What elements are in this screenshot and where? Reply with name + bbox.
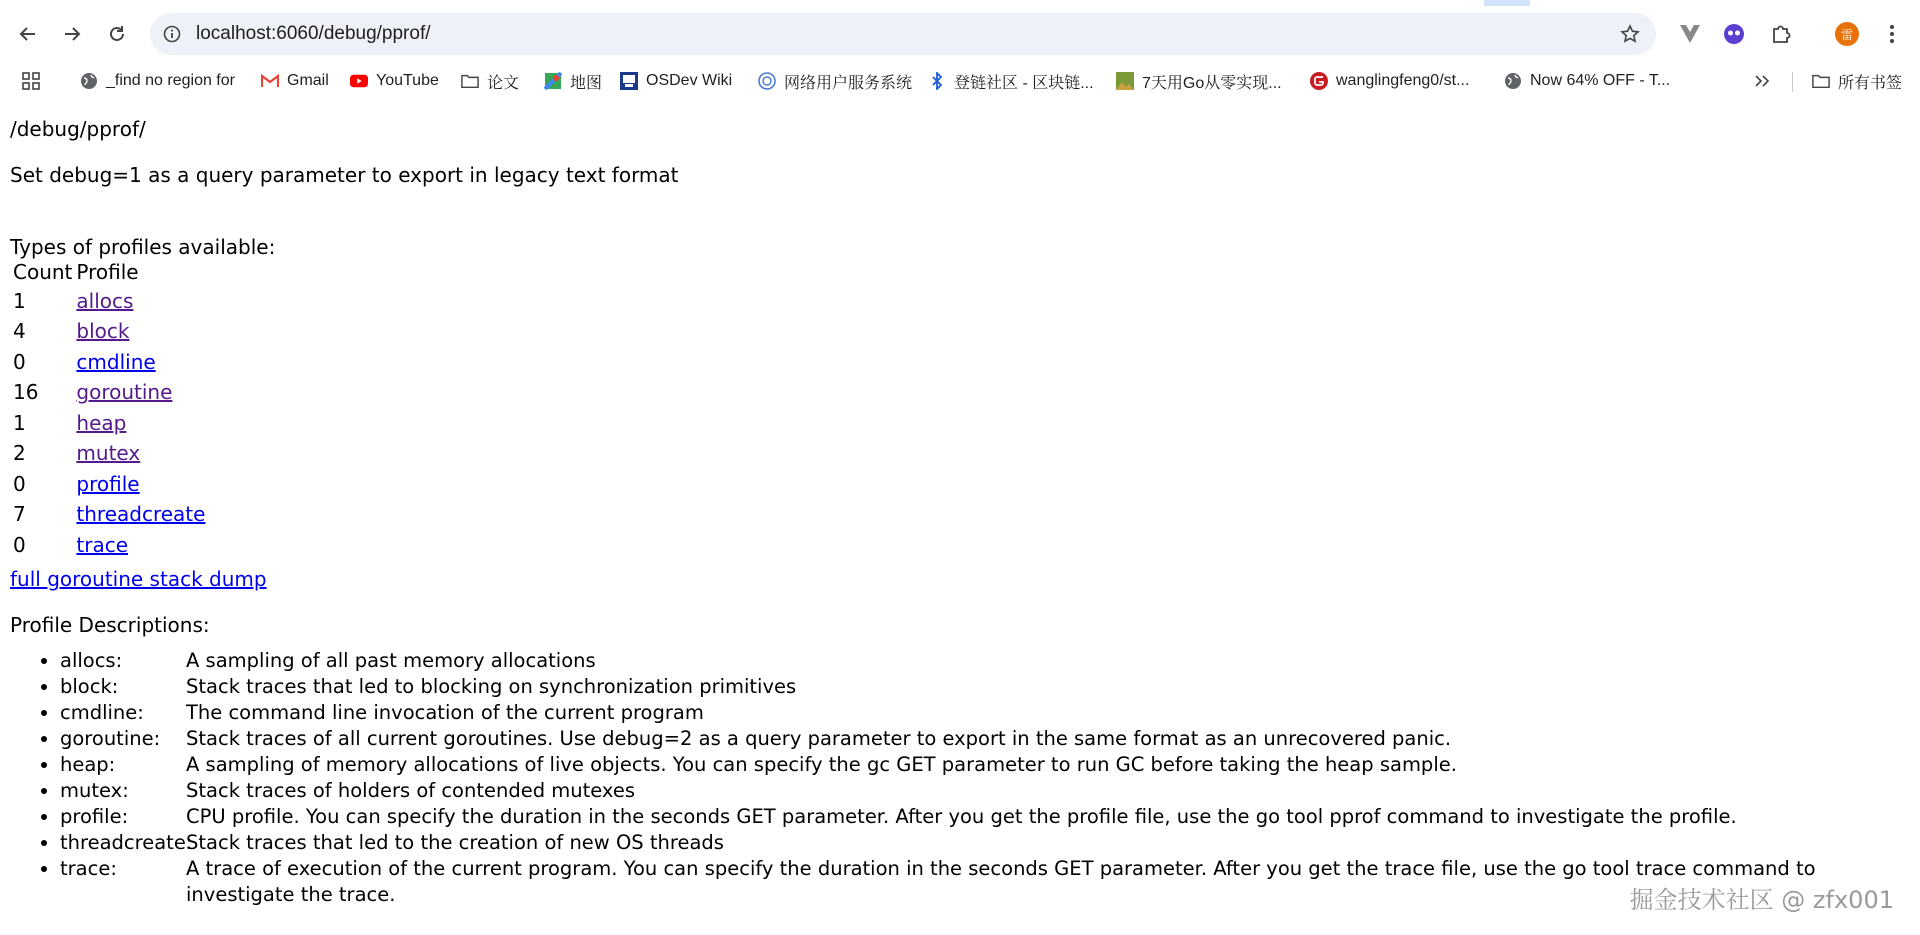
folder-icon	[461, 72, 479, 90]
bookmark-item[interactable]	[544, 70, 602, 92]
profile-link-goroutine[interactable]: goroutine	[76, 380, 173, 405]
table-row	[12, 500, 206, 531]
description-name: • block:	[60, 675, 119, 698]
description-text: Stack traces that led to the creation of new OS threads	[186, 831, 724, 854]
profile-link-trace[interactable]: trace	[76, 532, 129, 557]
list-item	[60, 700, 1900, 726]
bookmark-label: OSDev Wiki	[646, 72, 733, 89]
globe-icon	[1504, 72, 1522, 90]
bookmark-folder[interactable]	[461, 70, 519, 92]
table-row	[12, 286, 206, 317]
back-arrow-icon	[18, 24, 38, 44]
profile-link-profile[interactable]: profile	[76, 471, 140, 496]
forward-button[interactable]	[56, 18, 88, 50]
description-name: • heap:	[60, 753, 116, 776]
watermark: 掘金技术社区 @ zfx001	[1629, 886, 1894, 914]
page-title: /debug/pprof/	[10, 117, 146, 141]
extensions-puzzle-icon[interactable]	[1767, 20, 1795, 48]
description-text: Stack traces of holders of contended mutexes	[186, 779, 636, 802]
profile-count: 0	[13, 471, 26, 496]
vue-extension-icon[interactable]	[1676, 20, 1704, 48]
table-row	[12, 530, 206, 561]
site-info-icon[interactable]	[160, 22, 184, 46]
profile-link-mutex[interactable]: mutex	[76, 441, 141, 466]
profile-link-cmdline[interactable]: cmdline	[76, 349, 156, 374]
more-bookmarks-chevron-icon[interactable]	[1754, 70, 1770, 92]
description-name: • trace:	[60, 857, 117, 880]
table-row	[12, 347, 206, 378]
bookmark-item[interactable]	[620, 70, 732, 92]
description-name: • profile:	[60, 805, 129, 828]
table-row	[12, 469, 206, 500]
bookmark-item[interactable]	[261, 70, 329, 92]
bookmark-label: _find no region for	[106, 72, 235, 89]
profiles-table	[10, 258, 208, 561]
profile-count: 1	[13, 288, 26, 313]
network-icon	[758, 72, 776, 90]
profile-count: 16	[13, 380, 39, 405]
bookmark-label: 网络用户服务系统	[784, 74, 913, 92]
description-text: CPU profile. You can specify the duration in the seconds GET parameter. After you get the profile file, use the go tool pprof command to investigate the profile.	[186, 805, 1737, 828]
list-item	[60, 726, 1900, 752]
bookmarks-bar	[0, 62, 1920, 100]
profile-initial: 雷	[1835, 22, 1859, 46]
forward-arrow-icon	[62, 24, 82, 44]
description-name: • cmdline:	[60, 701, 144, 724]
description-text: A trace of execution of the current program. You can specify the duration in the seconds GET parameter. After you get the trace file, use the go tool trace command to investigate the trace.	[186, 857, 1816, 906]
description-name: • mutex:	[60, 779, 129, 802]
bookmark-item[interactable]	[928, 70, 1094, 92]
list-item	[60, 674, 1900, 700]
bookmark-item[interactable]	[350, 70, 439, 92]
description-name: • threadcreate:	[60, 831, 193, 854]
list-item	[60, 804, 1900, 830]
list-item	[60, 752, 1900, 778]
reload-icon	[107, 24, 127, 44]
bookmark-label: 论文	[487, 74, 520, 92]
osdev-icon	[620, 72, 638, 90]
profile-header: Profile	[76, 259, 139, 284]
legacy-format-hint: Set debug=1 as a query parameter to export in legacy text format	[10, 163, 679, 187]
profile-link-heap[interactable]: heap	[76, 410, 127, 435]
descriptions-list	[10, 648, 1900, 908]
apps-grid-icon[interactable]	[22, 70, 40, 92]
bookmark-label: 7天用Go从零实现...	[1142, 74, 1282, 92]
bookmark-label: Now 64% OFF - T...	[1530, 72, 1671, 89]
globe-icon	[80, 72, 98, 90]
descriptions-heading: Profile Descriptions:	[10, 613, 210, 637]
image-icon	[1116, 72, 1134, 90]
address-bar[interactable]	[150, 13, 1656, 55]
back-button[interactable]	[12, 18, 44, 50]
bookmark-label: YouTube	[376, 72, 439, 89]
bookmark-item[interactable]	[758, 70, 912, 92]
types-heading: Types of profiles available:	[10, 235, 276, 259]
browser-menu-icon[interactable]	[1878, 20, 1906, 48]
table-row	[12, 408, 206, 439]
list-item	[60, 830, 1900, 856]
table-row	[12, 439, 206, 470]
description-text: A sampling of memory allocations of live objects. You can specify the gc GET parameter to run GC before taking the heap sample.	[186, 753, 1457, 776]
bookmark-item[interactable]	[80, 70, 235, 92]
gmail-icon	[261, 72, 279, 90]
folder-icon	[1812, 72, 1830, 90]
profile-count: 2	[13, 441, 26, 466]
description-name: • goroutine:	[60, 727, 161, 750]
profile-count: 0	[13, 349, 26, 374]
profile-count: 7	[13, 502, 26, 527]
bookmark-label: wanglingfeng0/st...	[1336, 72, 1470, 89]
profile-link-block[interactable]: block	[76, 319, 130, 344]
table-row	[12, 378, 206, 409]
all-bookmarks-label: 所有书签	[1838, 74, 1903, 92]
extension-face-icon[interactable]	[1720, 20, 1748, 48]
table-row	[12, 317, 206, 348]
list-item	[60, 856, 1900, 908]
bookmark-label: Gmail	[287, 72, 329, 89]
description-text: The command line invocation of the current program	[186, 701, 704, 724]
bookmark-item[interactable]	[1116, 70, 1282, 92]
reload-button[interactable]	[101, 18, 133, 50]
url-text[interactable]: localhost:6060/debug/pprof/	[196, 23, 431, 44]
profile-count: 1	[13, 410, 26, 435]
table-header-row	[12, 258, 206, 286]
bookmark-label: 登链社区 - 区块链...	[954, 74, 1094, 92]
bookmark-label: 地图	[570, 74, 603, 92]
description-text: A sampling of all past memory allocations	[186, 649, 596, 672]
bookmark-item[interactable]	[1310, 70, 1469, 92]
bookmark-item[interactable]	[1504, 70, 1670, 92]
profile-link-threadcreate[interactable]: threadcreate	[76, 502, 206, 527]
bluetooth-icon	[928, 72, 946, 90]
profile-link-allocs[interactable]: allocs	[76, 288, 134, 313]
all-bookmarks-button[interactable]	[1812, 70, 1902, 92]
count-header: Count	[13, 259, 73, 284]
list-item	[60, 648, 1900, 674]
description-text: Stack traces of all current goroutines. Use debug=2 as a query parameter to export in the same format as an unrecovered panic.	[186, 727, 1452, 750]
browser-toolbar	[0, 6, 1920, 62]
profile-avatar[interactable]	[1833, 20, 1861, 48]
description-text: Stack traces that led to blocking on synchronization primitives	[186, 675, 797, 698]
profile-count: 0	[13, 532, 26, 557]
youtube-icon	[350, 72, 368, 90]
description-name: • allocs:	[60, 649, 123, 672]
list-item	[60, 778, 1900, 804]
bookmarks-divider	[1792, 72, 1793, 92]
bookmark-star-icon[interactable]	[1618, 22, 1642, 46]
gitee-icon	[1310, 72, 1328, 90]
maps-icon	[544, 72, 562, 90]
profile-count: 4	[13, 319, 26, 344]
full-goroutine-dump-link[interactable]: full goroutine stack dump	[10, 567, 267, 591]
